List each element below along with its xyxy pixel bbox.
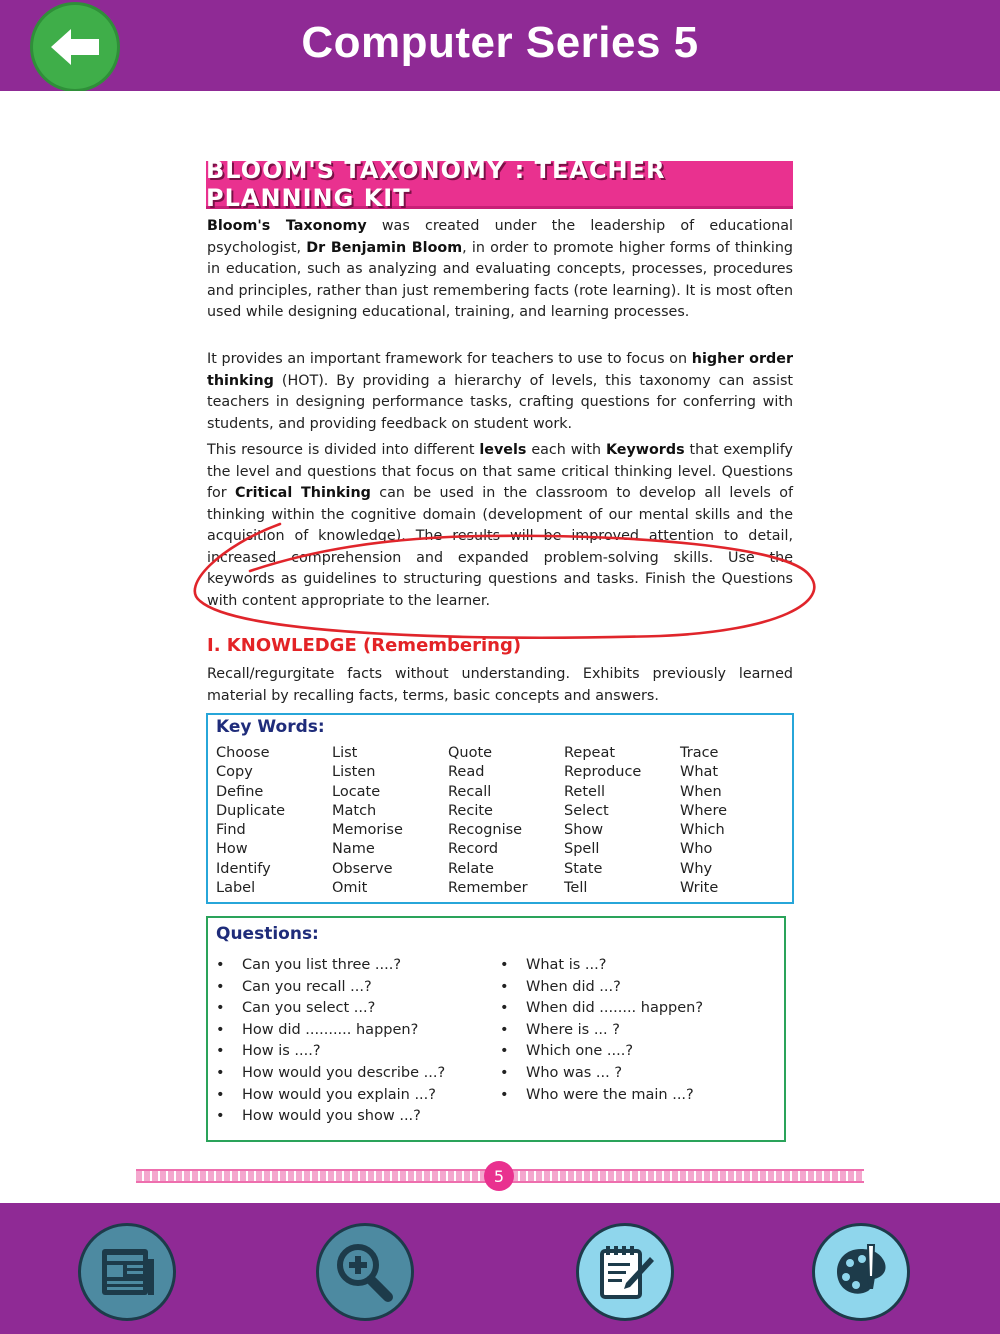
palette-brush-icon — [828, 1239, 894, 1305]
keywords-heading: Key Words: — [216, 717, 325, 737]
keyword: Retell — [564, 783, 606, 800]
bold-term: Keywords — [605, 442, 685, 458]
keyword: Find — [216, 822, 246, 839]
keyword: Duplicate — [216, 802, 286, 819]
question-item: • When did ...? — [500, 977, 703, 999]
keyword: What — [680, 764, 719, 781]
bold-term: higher order thinking — [207, 351, 793, 389]
magnifier-plus-icon — [332, 1239, 398, 1305]
question-item: • Who were the main ...? — [500, 1085, 703, 1107]
resource-paragraph — [207, 440, 793, 612]
keywords-grid — [216, 744, 790, 898]
keyword: When — [680, 783, 722, 800]
banner-title: BLOOM'S TAXONOMY : TEACHER PLANNING KIT — [206, 155, 666, 212]
question-item: • Where is ... ? — [500, 1020, 703, 1042]
keyword: Show — [564, 822, 604, 839]
keyword: Record — [448, 841, 499, 858]
bold-term: Bloom's Taxonomy — [207, 218, 367, 234]
keyword: Recall — [448, 783, 492, 800]
framework-paragraph — [207, 349, 793, 435]
top-bar — [0, 0, 1000, 91]
keyword: List — [332, 745, 358, 761]
keyword: Identify — [216, 860, 271, 877]
keyword: Choose — [216, 745, 270, 761]
page-number: 5 — [484, 1161, 514, 1191]
keyword: Name — [332, 841, 375, 858]
questions-right-list — [500, 955, 703, 1106]
section-title: I. KNOWLEDGE (Remembering) — [207, 635, 522, 656]
keyword: Locate — [332, 783, 381, 800]
question-item: • When did ........ happen? — [500, 998, 703, 1020]
notes-button[interactable] — [576, 1223, 674, 1321]
bold-term: Dr Benjamin Bloom — [306, 239, 463, 256]
question-item: • Can you recall ...? — [216, 977, 445, 999]
questions-left-list — [216, 955, 445, 1128]
zoom-button[interactable] — [316, 1223, 414, 1321]
question-item: • How would you show ...? — [216, 1106, 445, 1128]
keyword: Observe — [332, 860, 393, 877]
keyword: Match — [332, 802, 377, 819]
keyword: Trace — [680, 745, 719, 761]
keyword: Listen — [332, 764, 376, 781]
keyword: Select — [564, 802, 609, 819]
newspaper-icon — [96, 1241, 158, 1303]
keyword: How — [216, 841, 248, 858]
keyword: Define — [216, 783, 264, 800]
question-item: • Can you select ...? — [216, 998, 445, 1020]
question-item: • How did .......... happen? — [216, 1020, 445, 1042]
keyword: Label — [216, 880, 256, 897]
paint-button[interactable] — [812, 1223, 910, 1321]
notepad-pencil-icon — [594, 1241, 656, 1303]
text-run: This resource is divided into different — [207, 442, 480, 458]
intro-paragraph — [207, 216, 793, 324]
text-run: was created under the leadership of educational psychologist, — [207, 218, 793, 256]
questions-box — [206, 916, 786, 1142]
question-item: • How would you describe ...? — [216, 1063, 445, 1085]
keyword: Write — [680, 880, 719, 897]
bold-term: Critical Thinking — [235, 485, 371, 501]
question-item: • How would you explain ...? — [216, 1085, 445, 1107]
keyword: Where — [680, 802, 728, 819]
bold-term: levels — [479, 442, 527, 458]
question-item: • Who was ... ? — [500, 1063, 703, 1085]
keyword: Relate — [448, 860, 494, 877]
keyword: Copy — [216, 764, 253, 781]
keyword: Read — [448, 764, 485, 781]
keyword: Spell — [564, 841, 600, 858]
questions-heading: Questions: — [216, 924, 319, 944]
keywords-box — [206, 713, 794, 904]
knowledge-description: Recall/regurgitate facts without understanding. Exhibits previously learned material by recalling facts, terms, basic concepts and answers. — [207, 666, 793, 704]
question-item: • What is ...? — [500, 955, 703, 977]
keyword: Repeat — [564, 745, 616, 761]
page-banner — [206, 155, 793, 212]
keyword: Recognise — [448, 822, 523, 839]
bottom-toolbar — [0, 1203, 1000, 1334]
keyword: Remember — [448, 880, 528, 897]
keyword: State — [564, 860, 603, 877]
keyword: Tell — [564, 880, 588, 897]
text-run: that exemplify the level and questions that focus on that same critical thinking level. Questions for — [207, 442, 793, 501]
keyword: Memorise — [332, 822, 403, 839]
keyword: Quote — [448, 745, 493, 761]
text-run: can be used in the classroom to develop all levels of thinking within the cognitive domain (development of our mental skills and the acquisition of knowledge). The results will be improved attention to detail, increased comprehension and expanded problem-solving skills. Use the keywords as guidelines to structuring questions and tasks. Finish the Questions with content appropriate to the learner. — [207, 485, 794, 609]
text-run: each with — [526, 442, 606, 458]
keyword: Recite — [448, 802, 493, 819]
question-item: • Which one ....? — [500, 1041, 703, 1063]
book-pages-button[interactable] — [78, 1223, 176, 1321]
app-title: Computer Series 5 — [301, 18, 699, 67]
keyword: Who — [680, 841, 713, 858]
text-run: (HOT). By providing a hierarchy of levels, this taxonomy can assist teachers in designing performance tasks, crafting questions for conferring with students, and providing feedback on student work. — [207, 372, 793, 432]
keyword: Which — [680, 822, 725, 839]
keyword: Reproduce — [564, 764, 642, 781]
keyword: Omit — [332, 880, 368, 897]
text-run: It provides an important framework for teachers to use to focus on — [207, 351, 692, 367]
question-item: • Can you list three ....? — [216, 955, 445, 977]
text-run: , in order to promote higher forms of thinking in education, such as analyzing and evaluating concepts, processes, procedures and principles, rather than just remembering facts (rote learning). It is most often used while designing educational, training, and learning processes. — [207, 239, 793, 320]
question-item: • How is ....? — [216, 1041, 445, 1063]
book-page — [0, 91, 1000, 1203]
keyword: Why — [680, 860, 713, 877]
